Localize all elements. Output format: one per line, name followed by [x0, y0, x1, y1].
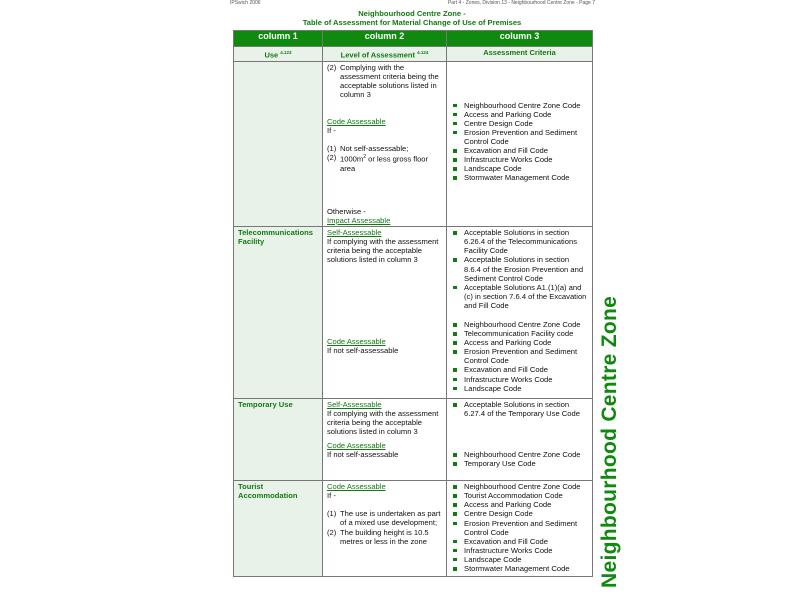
list-item: Access and Parking Code	[451, 500, 588, 509]
list-item: Excavation and Fill Code	[451, 365, 588, 374]
list-item: Infrastructure Works Code	[451, 546, 588, 555]
criteria-cell	[447, 61, 593, 227]
list-item: Erosion Prevention and Sediment Control Code	[451, 128, 588, 146]
list-item: Acceptable Solutions A1.(1)(a) and (c) in section 7.6.4 of the Excavation and Fill Code	[451, 283, 588, 310]
criteria-cell	[447, 399, 593, 481]
column-1-header: column 1	[234, 31, 323, 47]
list-item: Erosion Prevention and Sediment Control Code	[451, 519, 588, 537]
column-header-row	[234, 31, 593, 47]
criteria-header: Assessment Criteria	[447, 47, 593, 62]
table-row	[234, 61, 593, 227]
zone-side-label: Neighbourhood Centre Zone	[598, 295, 621, 588]
criteria-cell	[447, 227, 593, 399]
list-item: Erosion Prevention and Sediment Control Code	[451, 347, 588, 365]
list-item: Neighbourhood Centre Zone Code	[451, 482, 588, 491]
if-text: If -	[327, 126, 336, 136]
code-assessable-text: If not self-assessable	[327, 345, 399, 355]
list-item: Centre Design Code	[451, 119, 588, 128]
list-item: Excavation and Fill Code	[451, 146, 588, 155]
use-cell: Temporary Use	[234, 399, 323, 481]
list-item: Tourist Accommodation Code	[451, 491, 588, 500]
code-assessable-text: If not self-assessable	[327, 449, 399, 459]
use-cell	[234, 61, 323, 227]
list-item: Landscape Code	[451, 384, 588, 393]
column-3-header: column 3	[447, 31, 593, 47]
table-title	[232, 10, 592, 27]
otherwise-text: Otherwise -	[327, 206, 366, 216]
self-assessable-text: If complying with the assessment criteria being the acceptable solutions listed in column 3	[327, 237, 439, 265]
running-header-right: Part 4 - Zones, Division 13 - Neighbourhood Centre Zone - Page 7	[447, 0, 595, 6]
if-text: If -	[327, 491, 336, 501]
list-item: Neighbourhood Centre Zone Code	[451, 101, 588, 110]
table-row	[234, 399, 593, 481]
list-item: Acceptable Solutions in section 6.27.4 of the Temporary Use Code	[451, 400, 588, 418]
criteria-cell	[447, 481, 593, 577]
self-assessable-link[interactable]: Self-Assessable	[327, 228, 382, 238]
subheader-row	[234, 47, 593, 62]
code-assessable-link[interactable]: Code Assessable	[327, 336, 386, 346]
table-row	[234, 481, 593, 577]
list-item: Excavation and Fill Code	[451, 537, 588, 546]
list-item: Access and Parking Code	[451, 110, 588, 119]
list-item: Temporary Use Code	[451, 459, 588, 468]
list-item: Landscape Code	[451, 555, 588, 564]
use-header: Use $^{4.123}$	[234, 47, 323, 62]
list-item: Acceptable Solutions in section 6.26.4 of the Telecommunications Facility Code	[451, 228, 588, 255]
list-item: Stormwater Management Code	[451, 564, 588, 573]
level-cell	[323, 227, 447, 399]
use-cell: Telecommunications Facility	[234, 227, 323, 399]
list-item: Acceptable Solutions in section 8.6.4 of the Erosion Prevention and Sediment Control Code	[451, 255, 588, 282]
code-assessable-link[interactable]: Code Assessable	[327, 482, 386, 492]
running-header	[230, 0, 595, 6]
level-header: Level of Assessment $^{4.124}$	[323, 47, 447, 62]
list-item: Stormwater Management Code	[451, 173, 588, 182]
list-item: Neighbourhood Centre Zone Code	[451, 450, 588, 459]
table-row	[234, 227, 593, 399]
level-cell	[323, 399, 447, 481]
list-item: Telecommunication Facility code	[451, 329, 588, 338]
code-assessable-link[interactable]: Code Assessable	[327, 116, 386, 126]
list-item: Infrastructure Works Code	[451, 155, 588, 164]
impact-assessable-link[interactable]: Impact Assessable	[327, 216, 391, 226]
level-cell: (2) Complying with the assessment criteria being the acceptable solutions listed in column 3 Code Assessable If - (1) Not self-assessable; (2) $1000m^2$ or less gross floor area Otherwise - Impact Assessable	[323, 61, 447, 227]
column-2-header: column 2	[323, 31, 447, 47]
list-item: Neighbourhood Centre Zone Code	[451, 320, 588, 329]
code-assessable-link[interactable]: Code Assessable	[327, 440, 386, 450]
use-cell: Tourist Accommodation	[234, 481, 323, 577]
running-header-left: IPSwich 2006	[230, 0, 261, 6]
list-item: Access and Parking Code	[451, 338, 588, 347]
list-item: Landscape Code	[451, 164, 588, 173]
title-line-1: Neighbourhood Centre Zone -	[358, 9, 466, 18]
list-item: Centre Design Code	[451, 509, 588, 518]
assessment-table	[233, 30, 593, 577]
self-assessable-text: If complying with the assessment criteria being the acceptable solutions listed in column 3	[327, 409, 439, 437]
list-item: Infrastructure Works Code	[451, 375, 588, 384]
level-cell: Code Assessable If - (1) The use is undertaken as part of a mixed use development; (2) The building height is 10.5 metres or less in the zone	[323, 481, 447, 577]
title-line-2: Table of Assessment for Material Change of Use of Premises	[302, 17, 522, 27]
self-assessable-link[interactable]: Self-Assessable	[327, 400, 382, 410]
